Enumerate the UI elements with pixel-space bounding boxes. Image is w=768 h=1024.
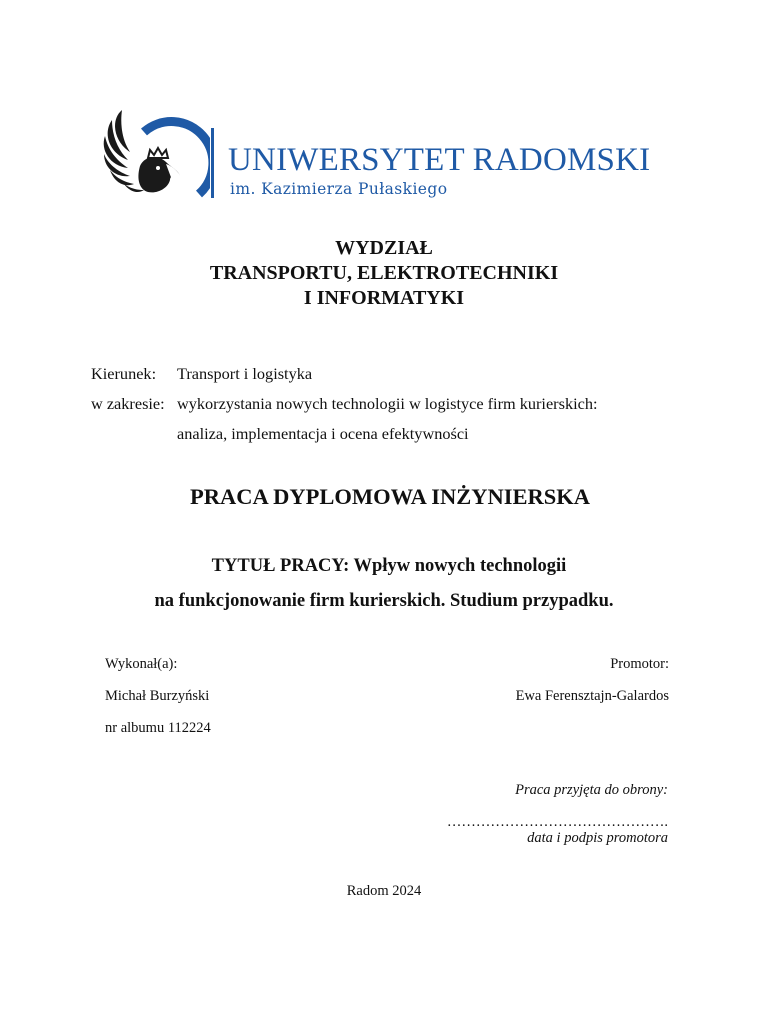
promoter-name: Ewa Ferensztajn-Galardos [515, 688, 669, 704]
city-year: Radom 2024 [346, 883, 422, 899]
university-name: UNIWERSYTET RADOMSKI [228, 142, 651, 178]
scope-value-line-1: wykorzystania nowych technologii w logistyce firm kurierskich: [177, 394, 598, 413]
scope-value-line-2: analiza, implementacja i ocena efektywności [177, 424, 469, 443]
university-logo [100, 106, 670, 206]
author-name: Michał Burzyński [105, 688, 210, 704]
field-value: Transport i logistyka [177, 364, 313, 383]
field-label: Kierunek: [91, 364, 157, 383]
faculty-line-1: WYDZIAŁ [335, 237, 433, 259]
thesis-title [0, 549, 768, 619]
promoter-label: Promotor: [610, 656, 669, 672]
thesis-title-line-1: TYTUŁ PRACY: Wpływ nowych technologii [211, 556, 567, 576]
album-number: nr albumu 112224 [105, 720, 211, 736]
degree-heading: PRACA DYPLOMOWA INŻYNIERSKA [189, 484, 591, 509]
faculty-line-2: TRANSPORTU, ELEKTROTECHNIKI [209, 262, 559, 284]
thesis-title-line-2: na funkcjonowanie firm kurierskich. Studium przypadku. [154, 591, 614, 611]
author-label: Wykonał(a): [105, 656, 178, 672]
faculty-line-3: I INFORMATYKI [303, 287, 465, 309]
scope-label: w zakresie: [91, 394, 165, 413]
eagle-emblem-icon [100, 106, 210, 206]
acceptance-label: Praca przyjęta do obrony: [515, 782, 668, 798]
faculty-heading [0, 236, 768, 311]
signature-line: ………………………………………. [446, 814, 668, 830]
signature-caption: data i podpis promotora [527, 830, 668, 846]
university-subtitle: im. Kazimierza Pułaskiego [230, 180, 448, 198]
logo-divider [211, 128, 214, 198]
